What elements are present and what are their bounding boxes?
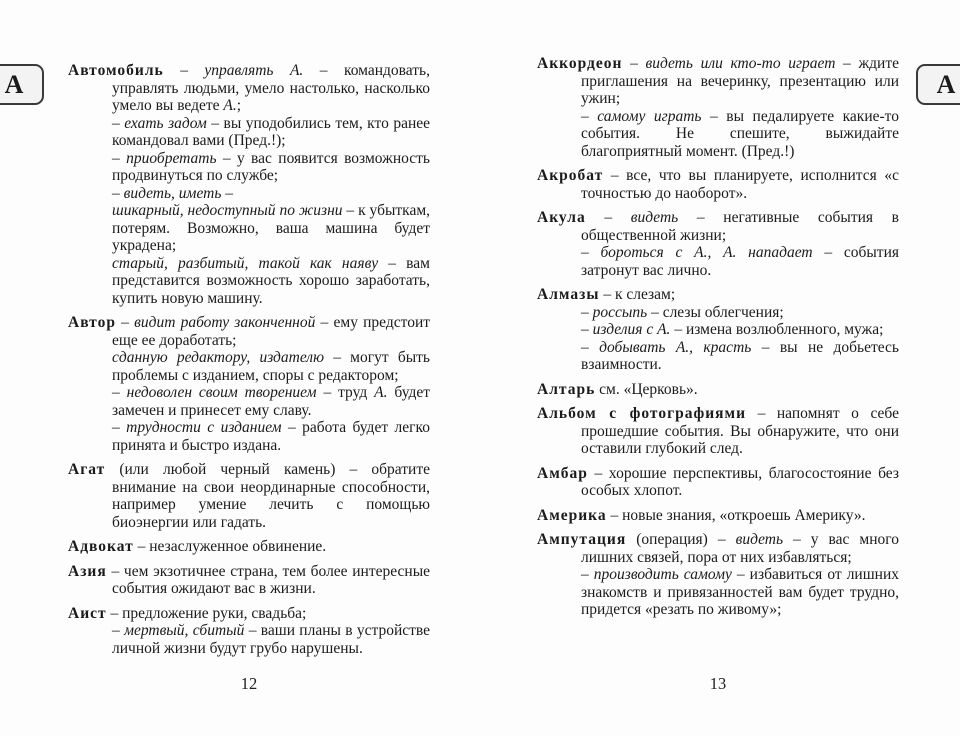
entry-first-line — [68, 62, 430, 115]
entry-first-line — [537, 405, 899, 458]
dream-condition-text: видеть или кто-то играет — [645, 55, 836, 72]
dream-condition-text: добывать А., красть — [599, 338, 752, 356]
dream-condition-text: видеть — [735, 531, 784, 548]
definition-text: – — [581, 566, 594, 583]
entry-headword: Акробат — [537, 167, 604, 184]
definition-text: – чем экзотичнее страна, тем более интересные события ожидают вас в жизни. — [106, 562, 430, 597]
dream-condition-text: россыпь — [592, 303, 648, 321]
entry-subentry — [68, 419, 430, 454]
dream-condition-text: старый, разбитый, такой как наяву — [112, 254, 379, 272]
dictionary-entry — [68, 563, 430, 598]
page-number-left: 12 — [240, 674, 258, 693]
dream-condition-text: бороться с А., А. нападает — [600, 244, 813, 261]
page-left-column — [68, 62, 430, 664]
entry-first-line — [537, 55, 899, 108]
dictionary-entry — [537, 405, 899, 458]
dream-condition-text: приобретать — [126, 149, 217, 167]
entry-headword: Агат — [68, 461, 106, 478]
definition-text: – негативные события в общественной жизни; — [581, 209, 900, 244]
definition-text: – новые знания, «откроешь Америку». — [606, 506, 866, 524]
definition-text: – измена возлюбленного, мужа; — [670, 321, 884, 338]
entry-headword: Алтарь — [537, 380, 596, 398]
dictionary-entry — [537, 209, 899, 279]
definition-text: – работа будет легко принята и быстро издана. — [112, 419, 430, 454]
definition-text: будет замечен и принесет ему славу. — [112, 384, 431, 419]
entry-headword: Альбом с фотографиями — [537, 405, 747, 422]
entry-first-line — [537, 167, 899, 202]
entry-subentry — [68, 185, 430, 203]
dictionary-entry — [537, 381, 899, 399]
entry-first-line — [537, 286, 899, 304]
dictionary-entry — [68, 605, 430, 658]
entry-subentry — [537, 108, 899, 161]
dream-condition-text: шикарный, недоступный по жизни — [112, 202, 343, 219]
entry-subentry — [68, 255, 430, 308]
dictionary-entry — [537, 286, 899, 374]
dream-condition-text: самому играть — [597, 107, 702, 125]
definition-text: – — [112, 419, 127, 436]
definition-text: – — [585, 209, 631, 226]
entry-subentry — [68, 115, 430, 150]
dictionary-entry — [68, 314, 430, 454]
entry-first-line — [537, 531, 899, 566]
entry-subentry — [68, 150, 430, 185]
entry-subentry — [537, 321, 899, 339]
definition-text: – ему предстоит еще ее доработать; — [112, 314, 431, 349]
definition-text: см. «Церковь». — [595, 380, 698, 398]
definition-text: – избавиться от лишних знакомств и привязанностей вам будет трудно, придется «резать по живому»; — [581, 566, 900, 618]
dictionary-entry — [537, 167, 899, 202]
definition-text: – — [112, 384, 127, 401]
definition-text: – предложение руки, свадьба; — [106, 604, 307, 622]
entry-headword: Аккордеон — [537, 55, 623, 72]
dictionary-entry — [537, 55, 899, 160]
entry-headword: Азия — [68, 562, 107, 580]
dream-condition-text: видит работу законченной — [134, 314, 316, 331]
definition-text: (или любой черный камень) – обратите внимание на свои неординарные способности, например умение лечить с помощью биоэнергии или гадать. — [105, 461, 430, 531]
definition-text: – — [112, 149, 127, 167]
entry-headword: Автор — [68, 314, 116, 331]
definition-text: – вы уподобились тем, кто ранее командовал вами (Пред.!); — [112, 114, 431, 149]
dream-condition-text: недоволен своим творением — [126, 384, 317, 401]
entry-subentry — [68, 384, 430, 419]
definition-text: – — [163, 62, 205, 79]
definition-text: – незаслуженное обвинение. — [133, 538, 327, 555]
entry-first-line — [68, 538, 430, 556]
tab-letter: А — [936, 69, 956, 99]
entry-headword: Алмазы — [537, 286, 600, 303]
definition-text: – — [581, 107, 598, 125]
dream-condition-text: А. — [374, 384, 388, 401]
entry-subentry — [68, 622, 430, 657]
entry-subentry — [537, 339, 899, 374]
entry-first-line — [68, 314, 430, 349]
dream-condition-text: производить самому — [593, 566, 732, 583]
entry-first-line — [537, 465, 899, 500]
definition-text: – — [581, 338, 600, 356]
definition-text: – — [581, 303, 593, 321]
dream-condition-text: ехать задом — [124, 114, 207, 132]
definition-text: – — [112, 184, 124, 202]
entry-headword: Ампутация — [537, 531, 627, 548]
entry-headword: Америка — [537, 506, 607, 524]
dream-condition-text: управлять А. — [204, 62, 304, 79]
entry-first-line — [537, 381, 899, 399]
definition-text: – события затронут вас лично. — [581, 244, 899, 279]
definition-text: – — [115, 314, 135, 331]
definition-text: – командовать, управлять людьми, умело настолько, насколько умело вы ведете — [112, 62, 430, 114]
definition-text: – у вас много лишних связей, пора от них избавляться; — [581, 531, 899, 566]
dream-condition-text: видеть, иметь – — [123, 184, 233, 202]
dream-condition-text: мертвый, сбитый — [124, 622, 245, 639]
dictionary-entry — [68, 538, 430, 556]
entry-subentry — [537, 244, 899, 279]
definition-text: – могут быть проблемы с изданием, споры с редактором; — [112, 349, 430, 384]
page-right-column — [537, 55, 899, 626]
definition-text: – вы педалируете какие-то события. Не спешите, выжидайте благоприятный момент. (Пред.!) — [581, 107, 899, 160]
alphabet-tab-right — [916, 64, 960, 105]
definition-text: – — [581, 244, 601, 261]
definition-text: – — [112, 622, 125, 639]
entry-subentry — [537, 304, 899, 322]
definition-text: – у вас появится возможность продвинуться по службе; — [112, 149, 430, 184]
definition-text: – — [112, 114, 125, 132]
entry-first-line — [537, 507, 899, 525]
alphabet-tab-left — [0, 64, 44, 105]
definition-text: – вам представится возможность хорошо заработать, купить новую машину. — [112, 254, 430, 307]
entry-first-line — [68, 461, 430, 531]
dream-condition-text: видеть — [630, 209, 679, 226]
entry-subentry — [68, 349, 430, 384]
definition-text: (операция) – — [626, 531, 736, 548]
dictionary-entry — [537, 531, 899, 619]
entry-first-line — [68, 605, 430, 623]
definition-text: – все, что вы планируете, исполнится «с точностью до наоборот». — [581, 167, 899, 202]
dictionary-entry — [68, 461, 430, 531]
entry-headword: Акула — [537, 209, 586, 226]
dictionary-entry — [68, 62, 430, 307]
definition-text: – вы не добьетесь взаимности. — [581, 338, 899, 373]
definition-text: – — [581, 321, 593, 338]
dream-condition-text: трудности с изданием — [126, 419, 282, 436]
dictionary-entry — [537, 465, 899, 500]
definition-text: ; — [236, 97, 242, 114]
definition-text: – хорошие перспективы, благосостояние без особых хлопот. — [581, 464, 899, 499]
entry-first-line — [537, 209, 899, 244]
entry-headword: Амбар — [537, 464, 588, 482]
entry-headword: Аист — [68, 604, 107, 622]
dream-condition-text: сданную редактору, издателю — [112, 349, 324, 366]
entry-first-line — [68, 563, 430, 598]
tab-letter: А — [4, 69, 24, 99]
dictionary-entry — [537, 507, 899, 525]
definition-text: – ваши планы в устройстве личной жизни будут грубо нарушены. — [112, 622, 431, 657]
entry-subentry — [537, 566, 899, 619]
dream-condition-text: А. — [223, 97, 237, 114]
entry-headword: Адвокат — [68, 538, 134, 555]
definition-text: – слезы облегчения; — [647, 303, 784, 321]
definition-text: – труд — [316, 384, 375, 401]
definition-text: – к слезам; — [599, 286, 676, 303]
definition-text: – напомнят о себе прошедшие события. Вы обнаружите, что они оставили глубокий след. — [581, 405, 899, 457]
definition-text: – ждите приглашения на вечеринку, презентацию или ужин; — [581, 55, 900, 107]
entry-subentry — [68, 202, 430, 255]
page-number-right: 13 — [709, 674, 727, 693]
definition-text: – к убыткам, потерям. Возможно, ваша машина будет украдена; — [112, 202, 431, 254]
definition-text: – — [622, 55, 646, 72]
dream-condition-text: изделия с А. — [592, 321, 671, 338]
entry-headword: Автомобиль — [68, 62, 164, 79]
